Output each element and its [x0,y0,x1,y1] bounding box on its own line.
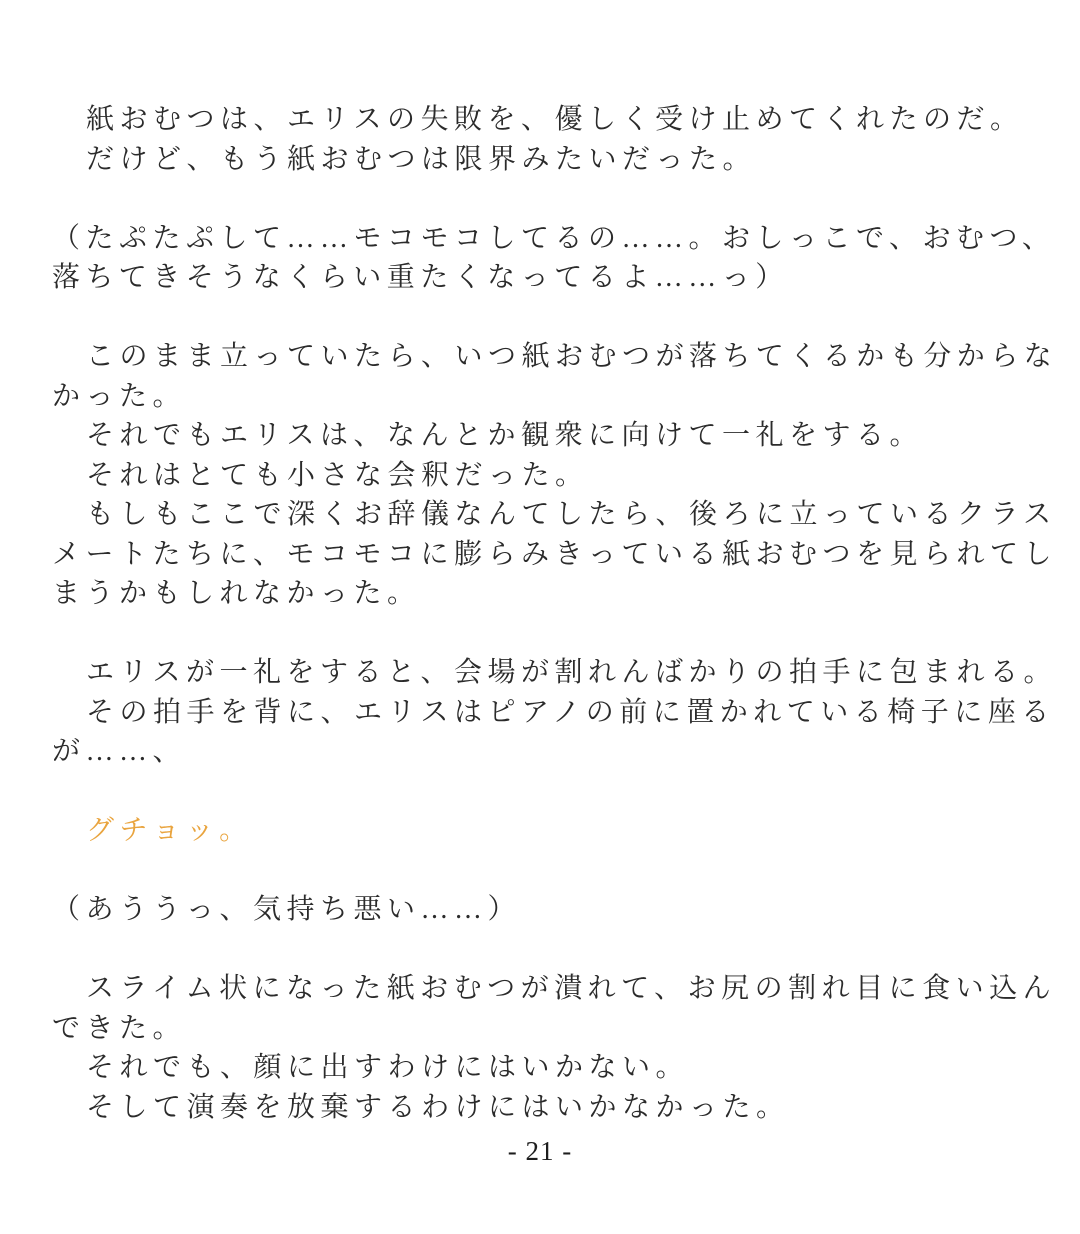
sfx-line-orange: グチョッ。 [86,815,253,846]
text-line: できた。 [52,1012,187,1044]
blank-line [52,851,1032,891]
text-line: それでもエリスは、なんとか観衆に向けて一礼をする。 [86,420,923,451]
text-line: メートたちに、モコモコに膨らみきっている紙おむつを見られてし [52,538,1058,570]
text-line: まうかもしれなかった。 [52,578,421,609]
text-line: が……、 [52,736,187,767]
text-line: そして演奏を放棄するわけにはいかなかった。 [86,1091,790,1123]
page-text [52,100,1058,1127]
text-line: このまま立っていたら、いつ紙おむつが落ちてくるかも分からな [86,341,1058,372]
text-line: 落ちてきそうなくらい重たくなってるよ……っ） [52,262,789,293]
text-line: それはとても小さな会釈だった。 [86,459,589,491]
text-line: 紙おむつは、エリスの失敗を、優しく受け止めてくれたのだ。 [86,104,1024,135]
blank-line [52,930,1032,970]
text-line: だけど、もう紙おむつは限界みたいだった。 [86,143,757,175]
blank-line [52,179,1032,219]
blank-line [52,298,1032,338]
blank-line [52,772,1032,812]
text-line: スライム状になった紙おむつが潰れて、お尻の割れ目に食い込ん [86,973,1057,1004]
text-line: （たぷたぷして……モコモコしてるの……。おしっこで、おむつ、 [52,222,1056,254]
text-line: （あううっ、気持ち悪い……） [52,894,522,925]
text-line: それでも、顔に出すわけにはいかない。 [86,1052,690,1083]
text-line: もしもここで深くお辞儀なんてしたら、後ろに立っているクラス [86,499,1057,530]
text-line: その拍手を背に、エリスはピアノの前に置かれている椅子に座る [86,696,1055,728]
text-line: かった。 [52,380,187,412]
text-line: エリスが一礼をすると、会場が割れんばかりの拍手に包まれる。 [86,657,1057,688]
blank-line [52,614,1032,654]
page-number: - 21 - [507,1136,573,1166]
